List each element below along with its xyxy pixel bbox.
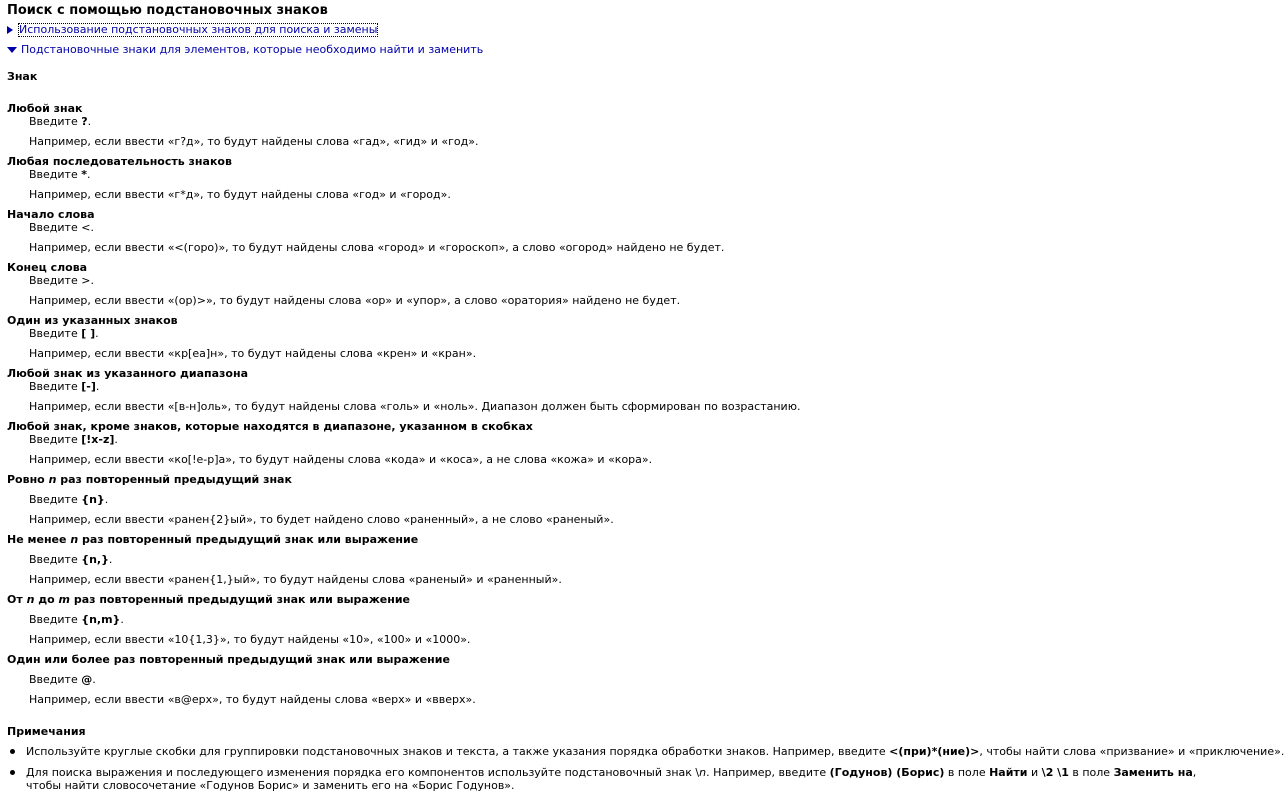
item-example: Например, если ввести «кр[еа]н», то будут найдены слова «крен» и «кран». (29, 347, 477, 360)
item-enter-text: Введите [!x-z]. (29, 433, 118, 446)
column-header: Знак (7, 70, 38, 83)
wildcard-code: \2 \1 (1041, 766, 1069, 779)
item-example: Например, если ввести «ко[!е-р]а», то будут найдены слова «кода» и «коса», а не слова «кожа» и «кора». (29, 453, 653, 466)
wildcard-code: @ (81, 673, 93, 686)
item-heading: Один из указанных знаков (7, 314, 178, 327)
item-enter-text: Введите [ ]. (29, 327, 99, 340)
field-name: Найти (989, 766, 1028, 779)
item-enter-text: Введите {n}. (29, 493, 109, 506)
wildcard-code: [-] (81, 380, 96, 393)
item-heading: Один или более раз повторенный предыдущий знак или выражение (7, 653, 450, 666)
item-heading: Любая последовательность знаков (7, 155, 232, 168)
item-enter-text: Введите {n,}. (29, 553, 113, 566)
wildcard-code: > (81, 274, 91, 287)
item-example: Например, если ввести «г?д», то будут найдены слова «гад», «гид» и «год». (29, 135, 479, 148)
item-example: Например, если ввести «ранен{2}ый», то будет найдено слово «раненный», а не слово «раненый». (29, 513, 614, 526)
expand-arrow-icon (7, 26, 13, 34)
item-heading: Конец слова (7, 261, 88, 274)
wildcard-code: [ ] (81, 327, 96, 340)
wildcards-link[interactable] (7, 44, 483, 56)
item-heading: Начало слова (7, 208, 95, 221)
field-name: Заменить на (1113, 766, 1193, 779)
usage-link[interactable] (7, 24, 377, 36)
wildcard-code: [!x-z] (81, 433, 115, 446)
item-example: Например, если ввести «в@ерх», то будут найдены слова «верх» и «вверх». (29, 693, 476, 706)
item-example: Например, если ввести «[в-н]оль», то будут найдены слова «голь» и «ноль». Диапазон должен быть сформирован по возрастанию. (29, 400, 801, 413)
item-heading: От n до m раз повторенный предыдущий знак или выражение (7, 593, 411, 606)
bullet-icon (10, 749, 15, 754)
wildcard-code: * (81, 168, 87, 181)
item-enter-text: Введите [-]. (29, 380, 100, 393)
item-heading: Любой знак из указанного диапазона (7, 367, 249, 380)
item-example: Например, если ввести «г*д», то будут найдены слова «год» и «город». (29, 188, 451, 201)
wildcard-code: (Годунов) (Борис) (829, 766, 945, 779)
collapse-arrow-icon (7, 47, 17, 53)
notes-heading: Примечания (7, 725, 86, 738)
item-enter-text: Введите {n,m}. (29, 613, 124, 626)
item-heading: Ровно n раз повторенный предыдущий знак (7, 473, 292, 486)
item-example: Например, если ввести «<(горо)», то будут найдены слова «город» и «гороскоп», а слово «огород» найдено не будет. (29, 241, 725, 254)
note-item: Для поиска выражения и последующего изменения порядка его компонентов используйте подстановочный знак \n. Например, введите (Годунов) (Борис) в поле Найти и \2 \1 в поле Заменить на, чтобы найти словосочетание «Годунов Борис» и заменить его на «Борис Годунов». (26, 766, 1197, 792)
bullet-icon (10, 770, 15, 775)
item-enter-text: Введите @. (29, 673, 96, 686)
wildcard-code: <(при)*(ние)> (889, 745, 980, 758)
item-enter-text: Введите ?. (29, 115, 92, 128)
note-item: Используйте круглые скобки для группировки подстановочных знаков и текста, а также указания порядка обработки знаков. Например, введите <(при)*(ние)>, чтобы найти слова «призвание» и «приключение». (26, 745, 1284, 758)
item-heading: Не менее n раз повторенный предыдущий знак или выражение (7, 533, 419, 546)
item-heading: Любой знак, кроме знаков, которые находятся в диапазоне, указанном в скобках (7, 420, 533, 433)
item-example: Например, если ввести «ранен{1,}ый», то будут найдены слова «раненый» и «раненный». (29, 573, 562, 586)
wildcard-code: ? (81, 115, 88, 128)
item-heading: Любой знак (7, 102, 83, 115)
wildcards-link-label: Подстановочные знаки для элементов, которые необходимо найти и заменить (21, 43, 484, 56)
wildcard-code: {n} (81, 493, 105, 506)
item-enter-text: Введите >. (29, 274, 94, 287)
usage-link-label: Использование подстановочных знаков для поиска и замены (19, 23, 378, 36)
wildcard-code: {n,} (81, 553, 109, 566)
page-title: Поиск с помощью подстановочных знаков (7, 3, 328, 18)
wildcard-code: {n,m} (81, 613, 121, 626)
wildcard-code: < (81, 221, 91, 234)
item-example: Например, если ввести «10{1,3}», то будут найдены «10», «100» и «1000». (29, 633, 471, 646)
item-example: Например, если ввести «(ор)>», то будут найдены слова «ор» и «упор», а слово «оратория» найдено не будет. (29, 294, 681, 307)
item-enter-text: Введите <. (29, 221, 94, 234)
item-enter-text: Введите *. (29, 168, 91, 181)
